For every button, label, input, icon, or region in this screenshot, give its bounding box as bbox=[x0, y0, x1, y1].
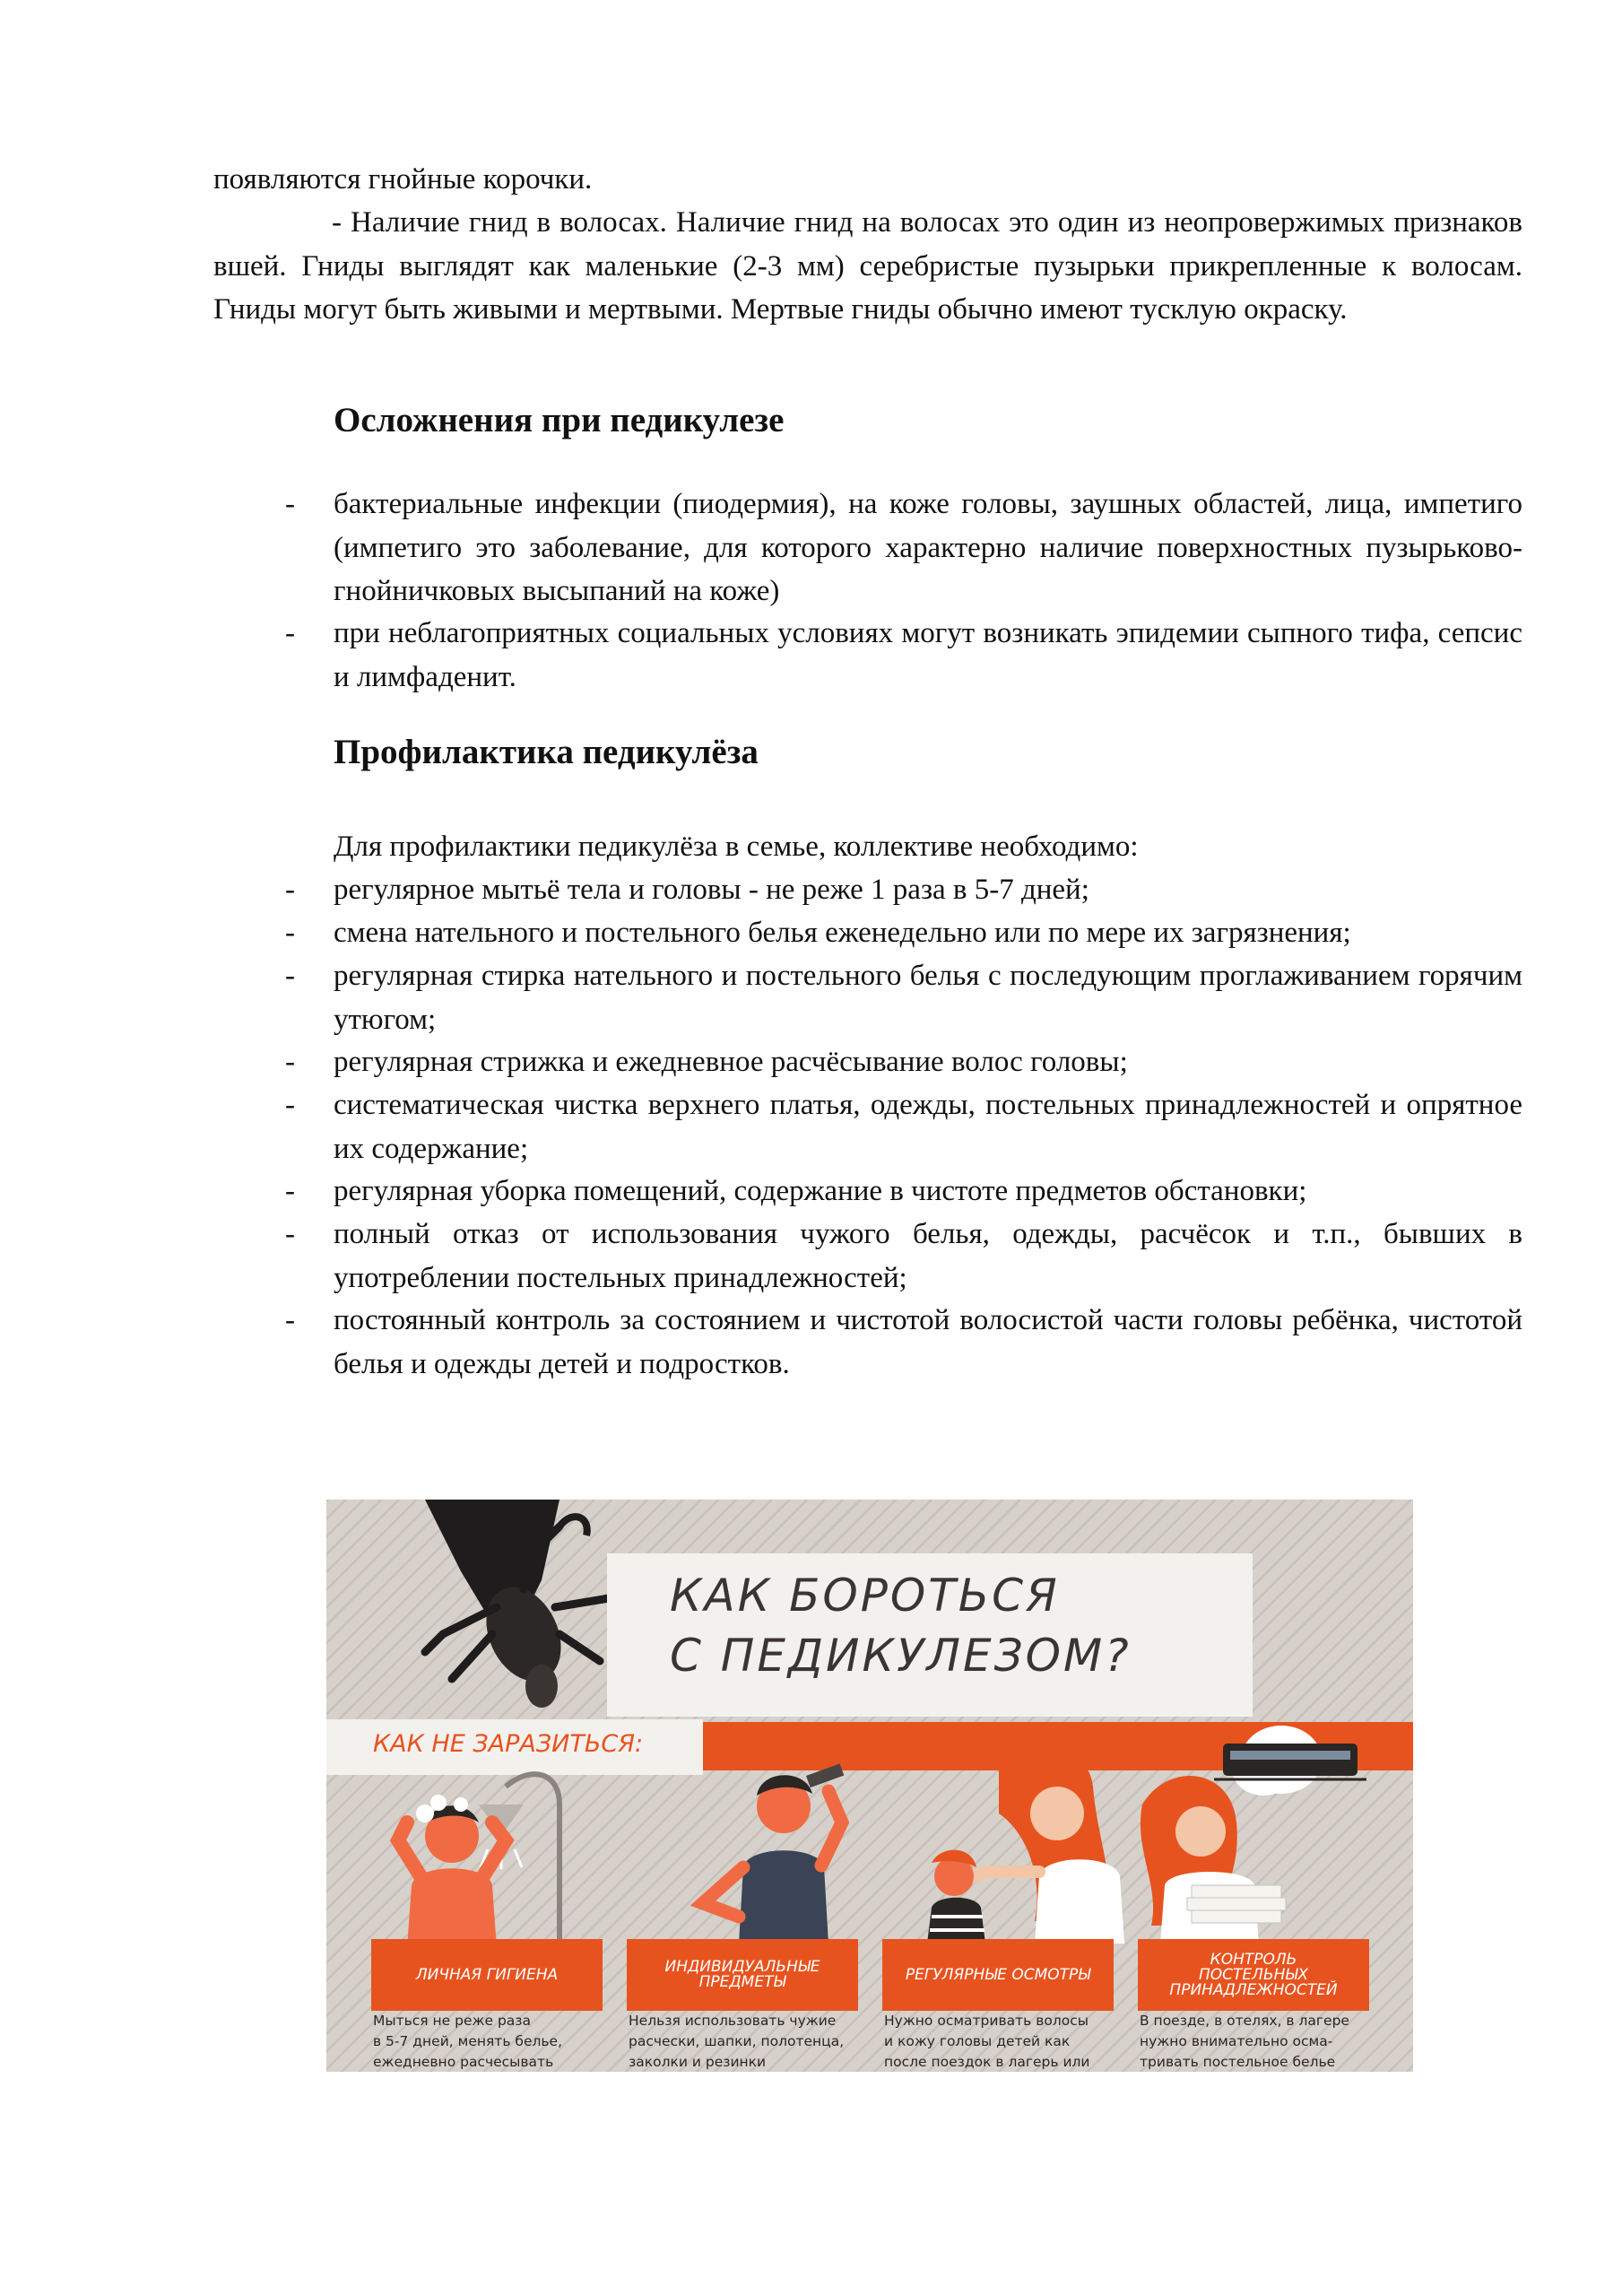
panel-label: ИНДИВИДУАЛЬНЫЕ ПРЕДМЕТЫ bbox=[664, 1958, 820, 1991]
infographic bbox=[326, 1500, 1413, 2072]
panel-label: ЛИЧНАЯ ГИГИЕНА bbox=[415, 1965, 559, 1984]
shower-figure bbox=[371, 1769, 586, 1948]
list-item bbox=[213, 483, 1522, 613]
list-dash: - bbox=[285, 1218, 295, 1250]
list-dash: - bbox=[285, 960, 295, 992]
panel-description: Мыться не реже раза в 5-7 дней, менять белье, ежедневно расчесывать bbox=[373, 2013, 562, 2070]
list-item-text: систематическая чистка верхнего платья, одежды, постельных принадлежностей и опрятное их содержание; bbox=[334, 1089, 1522, 1165]
list-dash: - bbox=[285, 1089, 295, 1121]
comb-figure bbox=[685, 1751, 882, 1944]
list-item bbox=[213, 1170, 1522, 1213]
list-dash: - bbox=[285, 488, 295, 520]
list-item-text: постоянный контроль за состоянием и чистотой волосистой части головы ребёнка, чистотой белья и одежды детей и подростков. bbox=[334, 1304, 1522, 1380]
list-dash: - bbox=[285, 1046, 295, 1078]
prevention-heading: Профилактика педикулёза bbox=[334, 733, 759, 771]
band-label: КАК НЕ ЗАРАЗИТЬСЯ: bbox=[373, 1730, 644, 1758]
list-item bbox=[213, 1213, 1522, 1300]
infographic-title-line-2: С ПЕДИКУЛЕЗОМ? bbox=[670, 1630, 1132, 1682]
infographic-title-line-1: КАК БОРОТЬСЯ bbox=[670, 1570, 1060, 1622]
complications-heading: Осложнения при педикулезе bbox=[334, 401, 785, 439]
list-item bbox=[213, 954, 1522, 1041]
panel-description: Нельзя использовать чужие расчески, шапки, полотенца, заколки и резинки bbox=[629, 2013, 845, 2070]
louse-icon bbox=[407, 1500, 640, 1715]
panel-regular-checks bbox=[882, 1939, 1114, 2011]
list-item-text: полный отказ от использования чужого белья, одежды, расчёсок и т.п., бывших в употреблении постельных принадлежностей; bbox=[334, 1218, 1522, 1294]
inspection-figure bbox=[900, 1742, 1142, 1944]
list-item-text: бактериальные инфекции (пиодермия), на коже головы, заушных областей, лица, импетиго (импетиго это заболевание, для которого характерно наличие поверхностных пузырьково-гнойничковых высыпаний на коже) bbox=[334, 488, 1522, 607]
prevention-intro: Для профилактики педикулёза в семье, коллективе необходимо: bbox=[334, 831, 1139, 863]
train-icon bbox=[1214, 1744, 1366, 1779]
intro-line: появляются гнойные корочки. bbox=[213, 163, 593, 196]
list-dash: - bbox=[285, 917, 295, 949]
list-dash: - bbox=[285, 1304, 295, 1336]
list-dash: - bbox=[285, 874, 295, 906]
list-item-text: регулярная уборка помещений, содержание в чистоте предметов обстановки; bbox=[334, 1175, 1307, 1207]
list-item-text: регулярная стрижка и ежедневное расчёсывание волос головы; bbox=[334, 1046, 1128, 1078]
panel-label: РЕГУЛЯРНЫЕ ОСМОТРЫ bbox=[905, 1965, 1091, 1984]
list-item-text: при неблагоприятных социальных условиях могут возникать эпидемии сыпного тифа, сепсис и лимфаденит. bbox=[334, 617, 1522, 693]
panel-description: В поезде, в отелях, в лагере нужно внимательно осма- тривать постельное белье bbox=[1140, 2013, 1349, 2070]
bedding-figure bbox=[1115, 1724, 1402, 1944]
nits-paragraph: - Наличие гнид в волосах. Наличие гнид на волосах это один из неопровержимых признаков вшей. Гниды выглядят как маленькие (2-3 мм) серебристые пузырьки прикрепленные к волосам. Гниды могут быть живыми и мертвыми. Мертвые гниды обычно имеют тусклую окраску. bbox=[213, 206, 1522, 326]
panel-description: Нужно осматривать волосы и кожу головы детей как после поездок в лагерь или bbox=[884, 2013, 1090, 2070]
list-dash: - bbox=[285, 1175, 295, 1207]
comb-icon bbox=[806, 1763, 844, 1787]
title-box bbox=[607, 1553, 1253, 1717]
list-item bbox=[213, 612, 1522, 699]
panel-personal-hygiene bbox=[371, 1939, 603, 2011]
list-item-text: регулярное мытьё тела и головы - не реже 1 раза в 5-7 дней; bbox=[334, 874, 1089, 906]
list-item bbox=[213, 1040, 1522, 1084]
list-item-text: регулярная стирка нательного и постельного белья с последующим проглаживанием горячим утюгом; bbox=[334, 960, 1522, 1036]
panel-bedding-control bbox=[1138, 1939, 1369, 2011]
list-item bbox=[213, 911, 1522, 955]
panel-label: КОНТРОЛЬ ПОСТЕЛЬНЫХ ПРИНАДЛЕЖНОСТЕЙ bbox=[1169, 1950, 1338, 1999]
list-item-text: смена нательного и постельного белья еженедельно или по мере их загрязнения; bbox=[334, 917, 1351, 949]
band-label-box bbox=[326, 1719, 703, 1775]
list-item bbox=[213, 868, 1522, 912]
list-item bbox=[213, 1083, 1522, 1170]
list-dash: - bbox=[285, 617, 295, 649]
list-item bbox=[213, 1299, 1522, 1386]
panel-individual-items bbox=[627, 1939, 858, 2011]
